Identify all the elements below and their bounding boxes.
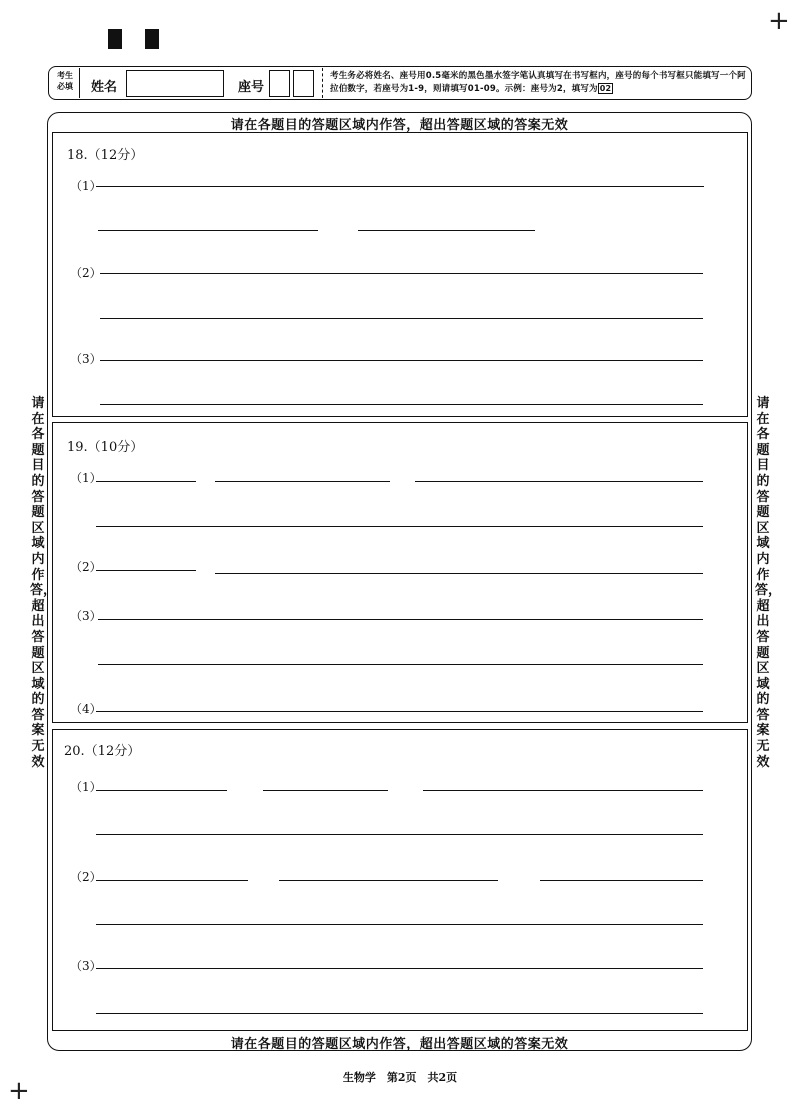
q18-part-3-answer-line[interactable] xyxy=(100,360,703,361)
q19-part-4-label: （4） xyxy=(70,702,102,716)
question-20-title: 20.（12分） xyxy=(64,744,141,759)
seat-digit-1-field[interactable] xyxy=(269,70,290,97)
question-18-title: 18.（12分） xyxy=(67,148,144,163)
q20-part-1-answer-line[interactable] xyxy=(96,790,227,791)
q20-part-2-answer-line[interactable] xyxy=(96,924,703,925)
q19-part-1-label: （1） xyxy=(70,471,102,485)
q19-part-3-label: （3） xyxy=(70,609,102,623)
seat-example: 02 xyxy=(599,84,612,93)
q18-part-1-answer-line[interactable] xyxy=(96,186,704,187)
q20-part-2-answer-line[interactable] xyxy=(540,880,703,881)
q18-part-2-label: （2） xyxy=(70,266,102,280)
q20-part-3-answer-line[interactable] xyxy=(96,968,703,969)
q20-part-1-answer-line[interactable] xyxy=(263,790,388,791)
q20-part-2-answer-line[interactable] xyxy=(279,880,498,881)
q18-part-1-answer-line[interactable] xyxy=(98,230,318,231)
q18-part-2-answer-line[interactable] xyxy=(100,273,703,274)
q20-part-1-answer-line[interactable] xyxy=(423,790,703,791)
q20-part-2-answer-line[interactable] xyxy=(96,880,248,881)
bottom-warning-banner: 请在各题目的答题区域内作答，超出答题区域的答案无效 xyxy=(230,1037,569,1052)
page-footer: 生物学 第2页 共2页 xyxy=(342,1071,458,1084)
crop-mark-icon: + xyxy=(8,1076,30,1106)
q20-part-1-answer-line[interactable] xyxy=(96,834,703,835)
divider xyxy=(322,68,324,98)
left-side-warning: 请在各题目的答题区域内作答，超出答题区域的答案无效 xyxy=(30,396,57,770)
q19-part-1-answer-line[interactable] xyxy=(215,481,390,482)
q20-part-1-label: （1） xyxy=(70,780,102,794)
instruction-body: 考生务必将姓名、座号用0.5毫米的黑色墨水签字笔认真填写在书写框内，座号的每个书写框只能填写一个阿拉伯数字，若座号为1-9，则请填写01-09。示例：座号为2，填写为 xyxy=(330,71,746,94)
q18-part-3-answer-line[interactable] xyxy=(100,404,703,405)
q19-part-2-label: （2） xyxy=(70,560,102,574)
q18-part-1-label: （1） xyxy=(70,179,102,193)
name-field[interactable] xyxy=(126,70,224,97)
question-18-area xyxy=(52,132,748,417)
question-19-title: 19.（10分） xyxy=(67,440,144,455)
q19-part-3-answer-line[interactable] xyxy=(98,664,703,665)
instruction-text xyxy=(330,70,750,96)
q19-part-1-answer-line[interactable] xyxy=(96,481,196,482)
q19-part-3-answer-line[interactable] xyxy=(98,619,703,620)
seat-label: 座号 xyxy=(238,80,265,95)
q20-part-2-label: （2） xyxy=(70,870,102,884)
registration-marker xyxy=(108,29,122,49)
q18-part-1-answer-line[interactable] xyxy=(358,230,535,231)
q19-part-1-answer-line[interactable] xyxy=(415,481,703,482)
top-warning-banner: 请在各题目的答题区域内作答，超出答题区域的答案无效 xyxy=(230,118,569,133)
q18-part-3-label: （3） xyxy=(70,352,102,366)
crop-mark-icon: + xyxy=(768,6,790,36)
q19-part-4-answer-line[interactable] xyxy=(96,711,703,712)
right-side-warning: 请在各题目的答题区域内作答，超出答题区域的答案无效 xyxy=(755,396,782,770)
q20-part-3-answer-line[interactable] xyxy=(96,1013,703,1014)
q19-part-2-answer-line[interactable] xyxy=(215,573,703,574)
q19-part-2-answer-line[interactable] xyxy=(96,570,196,571)
registration-marker xyxy=(145,29,159,49)
seat-digit-2-field[interactable] xyxy=(293,70,314,97)
divider xyxy=(79,68,81,98)
q20-part-3-label: （3） xyxy=(70,959,102,973)
q18-part-2-answer-line[interactable] xyxy=(100,318,703,319)
q19-part-1-answer-line[interactable] xyxy=(96,526,703,527)
must-fill-label: 考生必填 xyxy=(57,70,73,91)
name-label: 姓名 xyxy=(91,80,118,95)
